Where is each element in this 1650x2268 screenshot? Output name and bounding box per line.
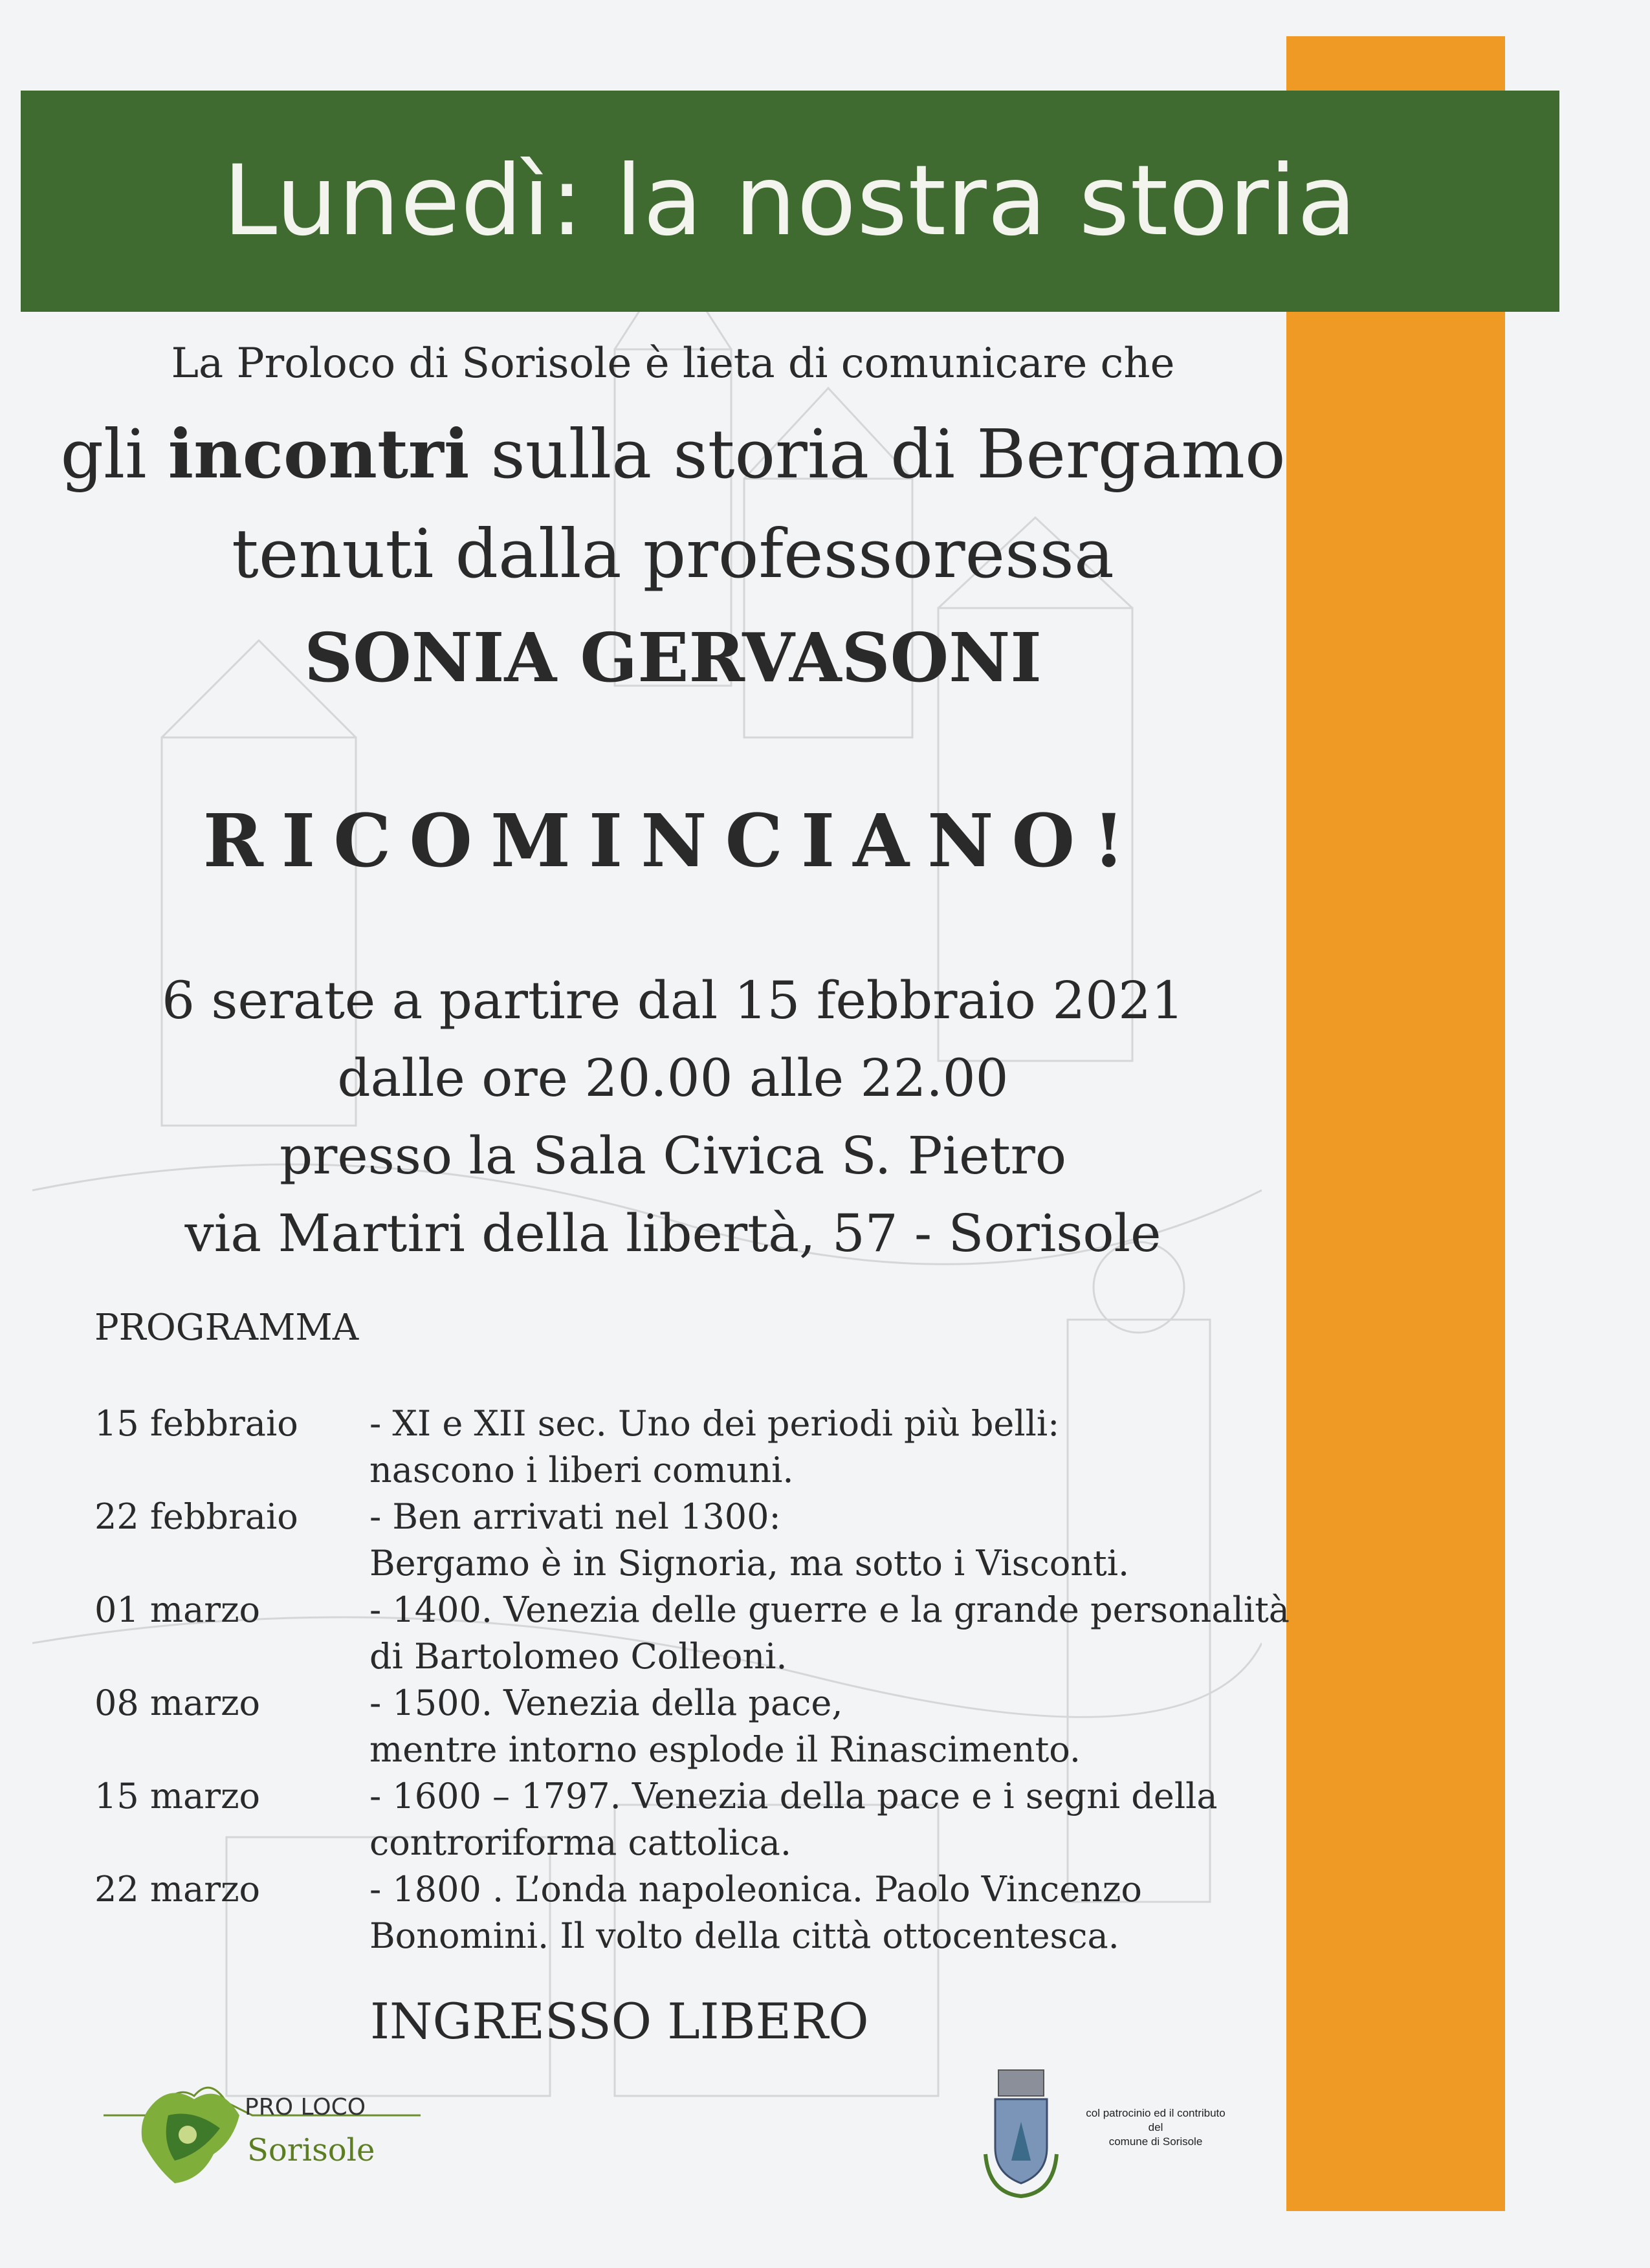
intro-topic-bold: incontri [168, 414, 470, 494]
item-text: Bergamo è in Signoria, ma sotto i Visconti. [369, 1543, 1130, 1584]
list-item [94, 1680, 1379, 1773]
schedule-dates: 6 serate a partire dal 15 febbraio 2021 [162, 970, 1184, 1030]
item-text: mentre intorno esplode il Rinascimento. [369, 1729, 1081, 1770]
item-text: - XI e XII sec. Uno dei periodi più belli: [369, 1403, 1060, 1444]
intro-topic-post: sulla storia di Bergamo [469, 415, 1286, 494]
item-text: - 1600 – 1797. Venezia della pace e i segni della [369, 1776, 1218, 1816]
item-text: - Ben arrivati nel 1300: [369, 1496, 781, 1537]
comune-crest-icon [976, 2064, 1066, 2199]
intro-speaker-label: tenuti dalla professoressa [232, 514, 1114, 593]
item-date: 22 marzo [94, 1869, 261, 1910]
item-text: di Bartolomeo Colleoni. [369, 1636, 787, 1677]
patrocinio-line: col patrocinio ed il contributo [1086, 2107, 1226, 2119]
speaker-name: SONIA GERVASONI [304, 618, 1042, 697]
schedule-address: via Martiri della libertà, 57 - Sorisole [184, 1203, 1161, 1263]
item-text: - 1800 . L’onda napoleonica. Paolo Vincenzo [369, 1869, 1142, 1910]
item-text: nascono i liberi comuni. [369, 1450, 794, 1490]
intro-line: La Proloco di Sorisole è lieta di comunicare che [171, 340, 1175, 387]
item-date: 15 marzo [94, 1776, 261, 1816]
item-text: Bonomini. Il volto della città ottocentesca. [369, 1915, 1119, 1956]
item-date: 01 marzo [94, 1589, 261, 1630]
list-item [94, 1587, 1379, 1680]
headline: RICOMINCIANO! [203, 799, 1143, 884]
free-entry-note: INGRESSO LIBERO [370, 1992, 869, 2050]
programma-label: PROGRAMMA [94, 1307, 359, 1349]
intro-topic [0, 414, 1346, 494]
item-text: controriforma cattolica. [369, 1822, 792, 1863]
proloco-title: PRO LOCO [245, 2094, 366, 2121]
list-item [94, 1773, 1379, 1866]
patrocinio-line: del [1148, 2121, 1163, 2133]
list-item [94, 1401, 1379, 1494]
item-date: 22 febbraio [94, 1496, 298, 1537]
patrocinio-note [1078, 2106, 1233, 2149]
list-item [94, 1494, 1379, 1587]
schedule-hours: dalle ore 20.00 alle 22.00 [337, 1048, 1009, 1108]
item-text: - 1500. Venezia della pace, [369, 1683, 843, 1723]
item-date: 08 marzo [94, 1683, 261, 1723]
title-banner [21, 91, 1559, 312]
programma-list [94, 1401, 1379, 1959]
intro-topic-pre: gli [60, 415, 168, 494]
schedule-venue: presso la Sala Civica S. Pietro [279, 1126, 1067, 1186]
page-title: Lunedì: la nostra storia [223, 145, 1358, 257]
patrocinio-line: comune di Sorisole [1108, 2135, 1203, 2148]
proloco-logo-icon [97, 2070, 421, 2186]
proloco-place: Sorisole [247, 2132, 375, 2168]
item-date: 15 febbraio [94, 1403, 298, 1444]
list-item [94, 1866, 1379, 1959]
item-text: - 1400. Venezia delle guerre e la grande personalità [369, 1589, 1290, 1630]
